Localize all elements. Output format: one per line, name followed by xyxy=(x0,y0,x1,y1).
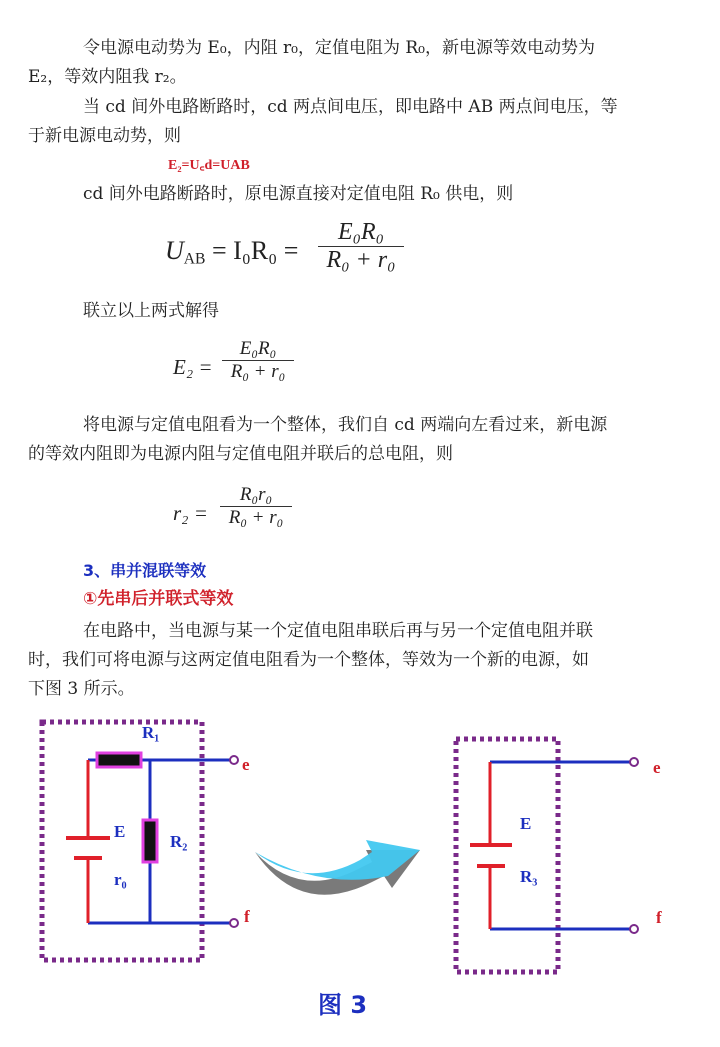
equation-r2-lhs: r₂ = xyxy=(173,501,208,525)
equation-e2-ucd-uab: E₂=U꜀d=UAB xyxy=(168,158,250,173)
para3: cd 间外电路断路时，原电源直接对定值电阻 R₀ 供电，则 xyxy=(83,184,514,204)
figure-caption: 图 3 xyxy=(318,991,368,1019)
para6-line1: 在电路中，当电源与某一个定值电阻串联后再与另一个定值电阻并联 xyxy=(83,621,593,641)
uab-numerator: E₀R₀ xyxy=(337,219,384,245)
para6-line3: 下图 3 所示。 xyxy=(28,679,135,699)
para1-line2: E₂，等效内阻我 r₂。 xyxy=(28,67,187,87)
label-r1: R₁ xyxy=(142,723,160,742)
para6-line2: 时，我们可将电源与这两定值电阻看为一个整体，等效为一个新的电源，如 xyxy=(28,650,589,670)
e2-denominator: R₀ + r₀ xyxy=(230,361,286,382)
para4: 联立以上两式解得 xyxy=(83,301,219,321)
label-r0: r₀ xyxy=(114,870,127,889)
para1-line1: 令电源电动势为 E₀，内阻 r₀，定值电阻为 R₀，新电源等效电动势为 xyxy=(83,38,595,58)
label-r3: R₃ xyxy=(520,867,538,886)
para2-line2: 于新电源电动势，则 xyxy=(28,126,181,146)
label-e-terminal-right: e xyxy=(653,758,661,777)
r2-denominator: R₀ + r₀ xyxy=(228,507,284,528)
equation-e2-lhs: E₂ = xyxy=(173,355,213,379)
subsection-heading: ①先串后并联式等效 xyxy=(83,589,234,609)
label-e-left: E xyxy=(114,822,126,841)
resistor-r1 xyxy=(97,753,141,767)
para5-line1: 将电源与定值电阻看为一个整体，我们自 cd 两端向左看过来，新电源 xyxy=(83,415,608,435)
r2-numerator: R₀r₀ xyxy=(239,484,273,505)
terminal-e-right xyxy=(630,758,638,766)
resistor-r2 xyxy=(143,820,157,862)
label-e-right: E xyxy=(520,814,532,833)
uab-lhs: U xyxy=(165,236,184,265)
terminal-f-right xyxy=(630,925,638,933)
uab-lhs-sub: AB xyxy=(183,250,206,268)
right-dotted-frame xyxy=(456,739,558,972)
section-heading: 3、串并混联等效 xyxy=(83,561,207,580)
e2-numerator: E₀R₀ xyxy=(239,338,277,359)
label-f-terminal-right: f xyxy=(656,908,662,927)
label-r2: R₂ xyxy=(170,832,188,851)
terminal-e-left xyxy=(230,756,238,764)
label-f-terminal-left: f xyxy=(244,907,250,926)
para5-line2: 的等效内阻即为电源内阻与定值电阻并联后的总电阻，则 xyxy=(28,444,453,464)
para2-line1: 当 cd 间外电路断路时，cd 两点间电压，即电路中 AB 两点间电压，等 xyxy=(83,97,618,117)
uab-denominator: R₀ + r₀ xyxy=(326,247,396,273)
label-e-terminal-left: e xyxy=(242,755,250,774)
terminal-f-left xyxy=(230,919,238,927)
uab-mid: = I₀R₀ = xyxy=(211,236,299,265)
